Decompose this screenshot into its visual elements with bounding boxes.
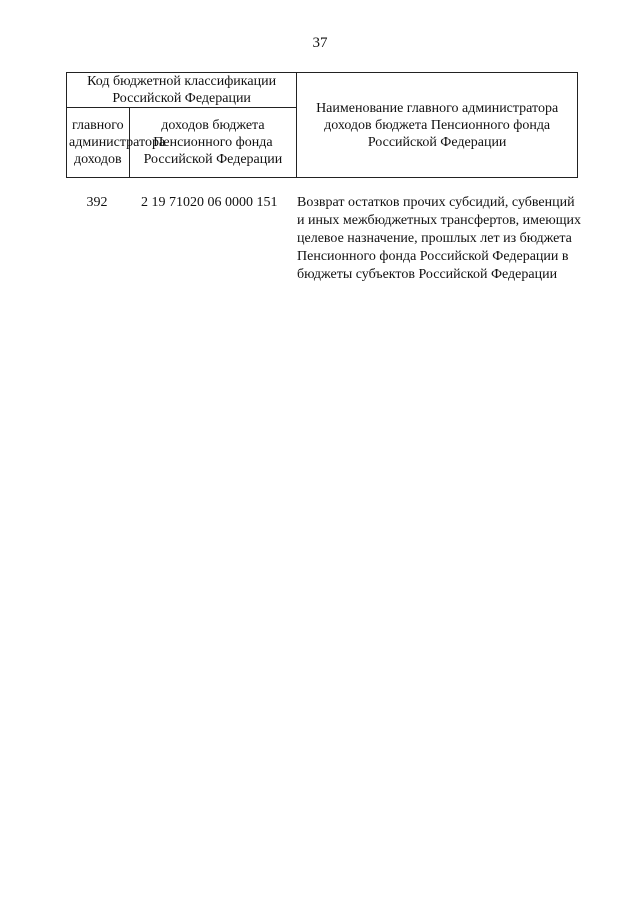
- row-admin-code: 392: [86, 195, 108, 210]
- header-pension-fund-income: доходов бюджета Пенсионного фонда Российской Федерации: [129, 108, 297, 178]
- header-chief-administrator: главного администратора доходов: [67, 108, 130, 178]
- header-administrator-name: Наименование главного администратора доходов бюджета Пенсионного фонда Российской Федерации: [297, 73, 578, 178]
- header-budget-classification-code: Код бюджетной классификации Российской Федерации: [67, 73, 297, 108]
- table-header: [66, 72, 578, 178]
- page-number: 37: [312, 35, 328, 51]
- row-income-name: Возврат остатков прочих субсидий, субвенций и иных межбюджетных трансфертов, имеющих целевое назначение, прошлых лет из бюджета Пенсионного фонда Российской Федерации в бюджеты субъектов Российской Федерации: [297, 195, 581, 282]
- row-income-code: 2 19 71020 06 0000 151: [141, 195, 278, 210]
